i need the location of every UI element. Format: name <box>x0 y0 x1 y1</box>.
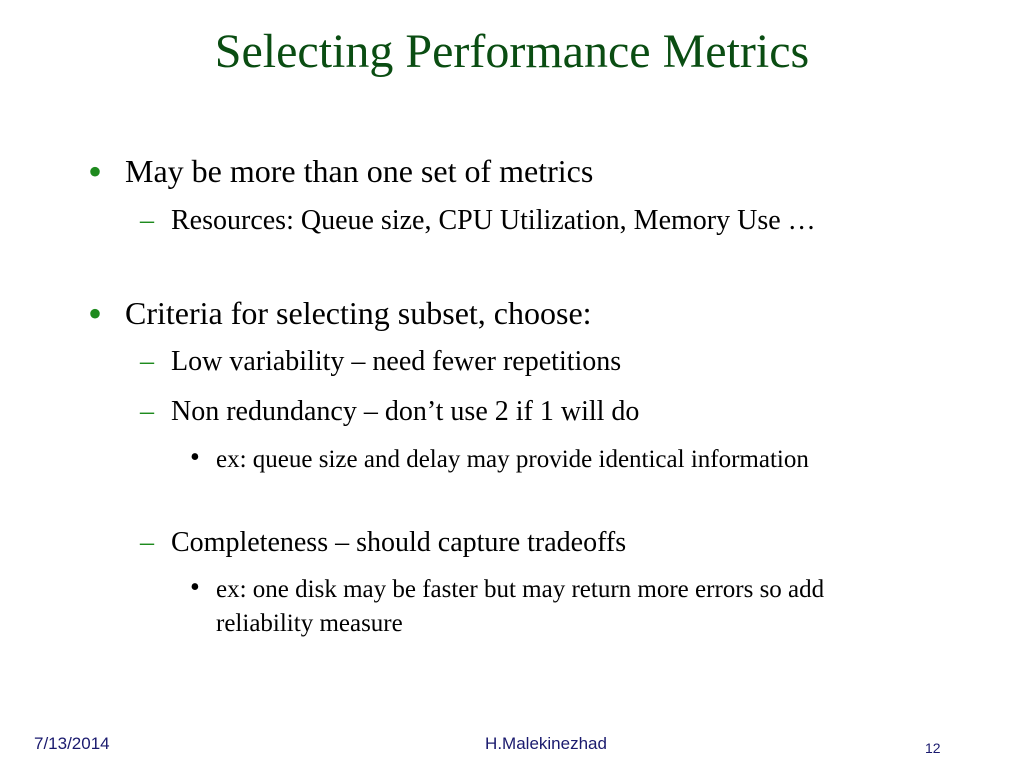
dash-icon: – <box>140 396 154 427</box>
sub-bullet-text: Non redundancy – don’t use 2 if 1 will do <box>171 396 640 427</box>
dash-icon: – <box>140 205 154 236</box>
bullet-text: Criteria for selecting subset, choose: <box>125 295 592 331</box>
bullet-text: May be more than one set of metrics <box>125 153 594 189</box>
sub-bullet-text: Low variability – need fewer repetitions <box>171 346 622 377</box>
sub-bullet-text: Completeness – should capture tradeoffs <box>171 527 627 558</box>
sub-sub-bullet-text: ex: one disk may be faster but may return more errors so add reliability measure <box>216 576 825 637</box>
footer-author: H.Malekinezhad <box>485 734 607 753</box>
bullet-icon: • <box>88 291 103 336</box>
bullet-icon: • <box>190 442 200 473</box>
page-number: 12 <box>925 740 941 756</box>
dash-icon: – <box>140 346 154 377</box>
bullet-icon: • <box>190 572 200 603</box>
sub-bullet-text: Resources: Queue size, CPU Utilization, Memory Use … <box>171 205 816 236</box>
dash-icon: – <box>140 527 154 558</box>
bullet-icon: • <box>88 149 103 194</box>
footer-date: 7/13/2014 <box>34 734 110 753</box>
slide-title: Selecting Performance Metrics <box>214 25 810 78</box>
sub-sub-bullet-text: ex: queue size and delay may provide identical information <box>216 446 809 473</box>
